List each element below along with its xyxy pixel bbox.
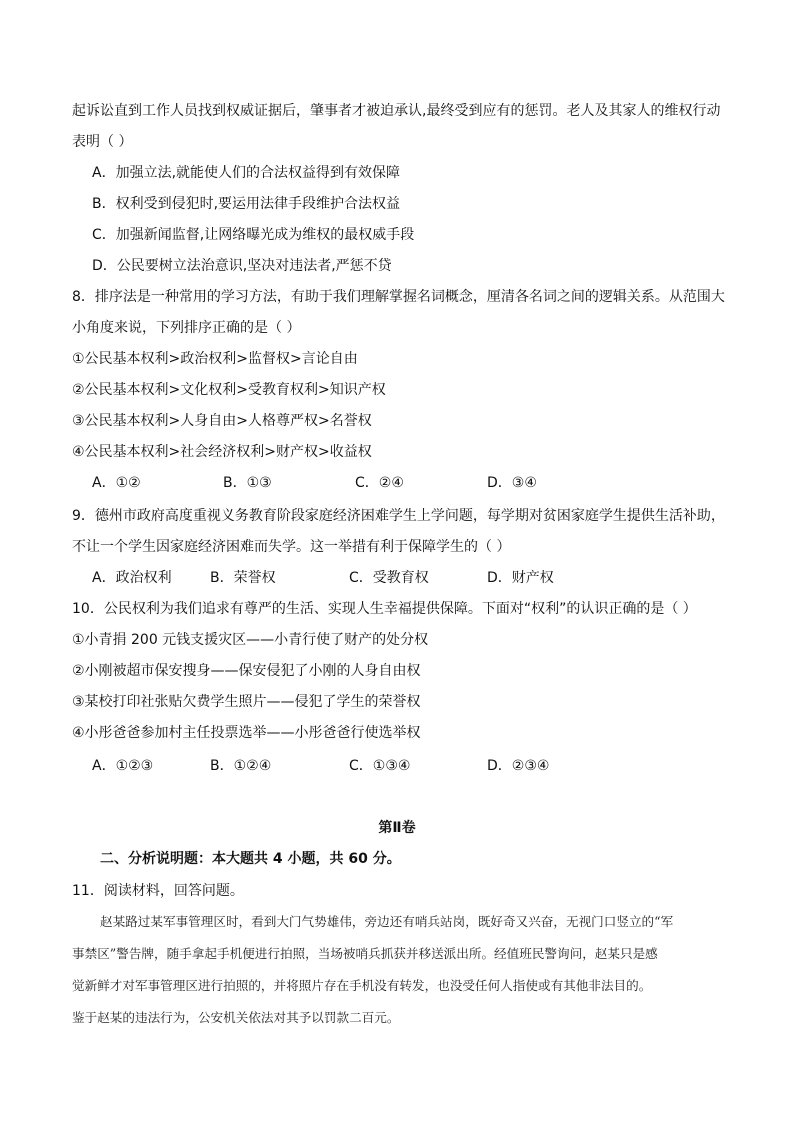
- q11-material-line-3: 觉新鲜才对军事管理区进行拍照的，并将照片存在手机没有转发，也没受任何人指使或有其他非法目的。: [72, 978, 652, 993]
- q8-item-2: ②公民基本权利>文化权利>受教育权利>知识产权: [72, 382, 386, 398]
- q9-option-d: D．财产权: [487, 570, 554, 586]
- q9-option-c: C．受教育权: [349, 570, 429, 586]
- q11-material-line-4: 鉴于赵某的违法行为，公安机关依法对其予以罚款二百元。: [72, 1010, 400, 1025]
- q10-item-3: ③某校打印社张贴欠费学生照片——侵犯了学生的荣誉权: [72, 694, 421, 710]
- q9-stem-line-2: 不让一个学生因家庭经济困难而失学。这一举措有利于保障学生的（ ）: [72, 539, 511, 555]
- q8-option-c: C．②④: [355, 475, 404, 491]
- q7-option-a: A．加强立法,就能使人们的合法权益得到有效保障: [92, 165, 401, 181]
- q7-stem-line-1: 起诉讼直到工作人员找到权威证据后，肇事者才被迫承认,最终受到应有的惩罚。老人及其家人的维权行动: [72, 103, 721, 119]
- q10-item-2: ②小刚被超市保安搜身——保安侵犯了小刚的人身自由权: [72, 663, 421, 679]
- q7-stem-line-2: 表明（ ）: [72, 134, 133, 150]
- q8-stem-line-1: 8．排序法是一种常用的学习方法，有助于我们理解掌握名词概念，厘清各名词之间的逻辑关系。从范围大: [72, 289, 725, 305]
- section-title: 二、分析说明题：本大题共 4 小题，共 60 分。: [100, 851, 401, 867]
- q9-stem-line-1: 9．德州市政府高度重视义务教育阶段家庭经济困难学生上学问题，每学期对贫困家庭学生提供生活补助，: [72, 508, 725, 524]
- q9-option-b: B．荣誉权: [210, 570, 276, 586]
- q10-option-d: D．②③④: [487, 758, 550, 774]
- q10-item-4: ④小彤爸爸参加村主任投票选举——小彤爸爸行使选举权: [72, 725, 421, 741]
- q11-stem: 11．阅读材料，回答问题。: [72, 883, 244, 899]
- q7-option-d: D．公民要树立法治意识,坚决对违法者,严惩不贷: [92, 258, 392, 274]
- q10-item-1: ①小青捐 200 元钱支援灾区——小青行使了财产的处分权: [72, 632, 429, 648]
- q8-item-1: ①公民基本权利>政治权利>监督权>言论自由: [72, 351, 358, 367]
- q9-option-a: A．政治权利: [92, 570, 172, 586]
- volume-title: 第Ⅱ卷: [378, 820, 416, 836]
- q11-material-line-1: 赵某路过某军事管理区时，看到大门气势雄伟，旁边还有哨兵站岗，既好奇又兴奋，无视门口竖立的“军: [100, 914, 674, 929]
- q11-material-line-2: 事禁区”警告牌，随手拿起手机便进行拍照，当场被哨兵抓获并移送派出所。经值班民警询问，赵某只是感: [72, 946, 658, 961]
- q8-item-4: ④公民基本权利>社会经济权利>财产权>收益权: [72, 444, 372, 460]
- q8-item-3: ③公民基本权利>人身自由>人格尊严权>名誉权: [72, 413, 372, 429]
- q8-stem-line-2: 小角度来说，下列排序正确的是（ ）: [72, 320, 301, 336]
- q8-option-d: D．③④: [487, 475, 537, 491]
- q7-option-c: C．加强新闻监督,让网络曝光成为维权的最权威手段: [92, 227, 415, 243]
- q10-option-b: B．①②④: [210, 758, 272, 774]
- q10-option-c: C．①③④: [349, 758, 411, 774]
- q8-option-b: B．①③: [223, 475, 272, 491]
- q10-stem-line-1: 10．公民权利为我们追求有尊严的生活、实现人生幸福提供保障。下面对“权利”的认识正确的是（ ）: [72, 601, 697, 617]
- q8-option-a: A．①②: [92, 475, 141, 491]
- q10-option-a: A．①②③: [92, 758, 154, 774]
- q7-option-b: B．权利受到侵犯时,要运用法律手段维护合法权益: [92, 196, 401, 212]
